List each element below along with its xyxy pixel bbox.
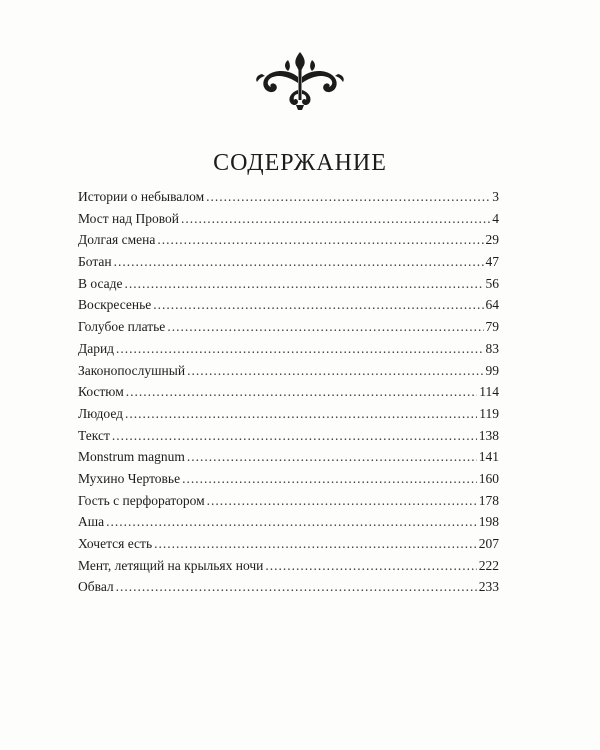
toc-entry-title: Истории о небывалом <box>78 189 205 204</box>
dot-leader <box>124 276 483 292</box>
toc-entry-title: Обвал <box>78 579 114 595</box>
toc-entry-title: Гость с перфоратором <box>78 492 205 508</box>
dot-leader <box>265 558 476 574</box>
toc-entry-page-number: 233 <box>478 579 499 595</box>
toc-entry-title: Мухино Чертовье <box>78 470 181 486</box>
dot-leader <box>167 319 483 335</box>
toc-entry <box>78 232 499 254</box>
toc-entry-title: Долгая смена <box>78 232 156 248</box>
toc-entry-title: Хочется есть <box>78 536 153 551</box>
toc-entry-title: Текст <box>78 427 110 443</box>
toc-entry-page-number: 141 <box>478 449 499 465</box>
toc-entry-page-number: 83 <box>485 340 499 356</box>
toc-entry-page-number: 198 <box>478 514 499 530</box>
dot-leader <box>182 471 477 487</box>
toc-entry <box>78 558 499 580</box>
dot-leader <box>207 493 477 509</box>
dot-leader <box>126 384 477 400</box>
toc-entry-title: Костюм <box>78 384 124 400</box>
toc-entry <box>78 471 499 493</box>
toc-entry-title: Дарид <box>78 340 115 356</box>
toc-entry-page-number: 207 <box>478 536 499 551</box>
toc-entry-page-number: 3 <box>492 189 499 204</box>
dot-leader <box>181 211 490 227</box>
dot-leader <box>187 363 483 379</box>
toc-entry-title: Людоед <box>78 405 124 421</box>
toc-entry <box>78 493 499 515</box>
toc-entry <box>78 363 499 385</box>
toc-entry <box>78 189 499 211</box>
toc-entry <box>78 211 499 233</box>
toc-entry-page-number: 56 <box>485 275 499 291</box>
toc-entry-title: Мент, летящий на крыльях ночи <box>78 557 264 573</box>
toc-entry-page-number: 99 <box>485 362 499 378</box>
dot-leader <box>206 189 490 205</box>
dot-leader <box>125 406 477 422</box>
toc-entry-title: В осаде <box>78 275 123 291</box>
toc-entry-title: Голубое платье <box>78 319 166 335</box>
toc-entry-page-number: 47 <box>485 254 499 270</box>
page-title: СОДЕРЖАНИЕ <box>213 150 387 176</box>
toc-entry-page-number: 160 <box>478 470 499 486</box>
toc-entry-page-number: 29 <box>485 232 499 248</box>
toc-entry-page-number: 119 <box>479 405 499 421</box>
toc-entry-page-number: 178 <box>478 492 499 508</box>
toc-entry-page-number: 79 <box>485 319 499 335</box>
toc-entry <box>78 276 499 298</box>
toc-entry-page-number: 4 <box>492 210 499 226</box>
toc-entry-page-number: 64 <box>485 297 499 313</box>
toc-entry <box>78 384 499 406</box>
dot-leader <box>114 254 484 270</box>
toc-entry <box>78 579 499 601</box>
toc-entry-title: Законопослушный <box>78 362 186 378</box>
toc-entry <box>78 536 499 558</box>
dot-leader <box>157 232 483 248</box>
table-of-contents <box>78 189 499 601</box>
toc-entry-title: Monstrum magnum <box>78 449 185 465</box>
toc-entry <box>78 514 499 536</box>
toc-entry <box>78 297 499 319</box>
toc-entry <box>78 406 499 428</box>
toc-entry-title: Воскресенье <box>78 297 152 313</box>
dot-leader <box>187 449 477 465</box>
floral-ornament-icon <box>254 50 346 112</box>
toc-entry <box>78 254 499 276</box>
toc-entry <box>78 449 499 471</box>
dot-leader <box>112 428 477 444</box>
toc-entry-title: Аша <box>78 514 105 530</box>
dot-leader <box>154 536 477 552</box>
toc-entry <box>78 319 499 341</box>
dot-leader <box>153 297 483 313</box>
dot-leader <box>116 341 483 357</box>
toc-entry-page-number: 114 <box>479 384 499 400</box>
toc-entry-page-number: 138 <box>478 427 499 443</box>
toc-entry <box>78 341 499 363</box>
dot-leader <box>106 514 477 530</box>
toc-entry-page-number: 222 <box>478 557 499 573</box>
dot-leader <box>116 579 477 595</box>
toc-entry-title: Мост над Провой <box>78 210 179 226</box>
toc-entry-title: Ботан <box>78 254 112 270</box>
toc-entry <box>78 428 499 450</box>
